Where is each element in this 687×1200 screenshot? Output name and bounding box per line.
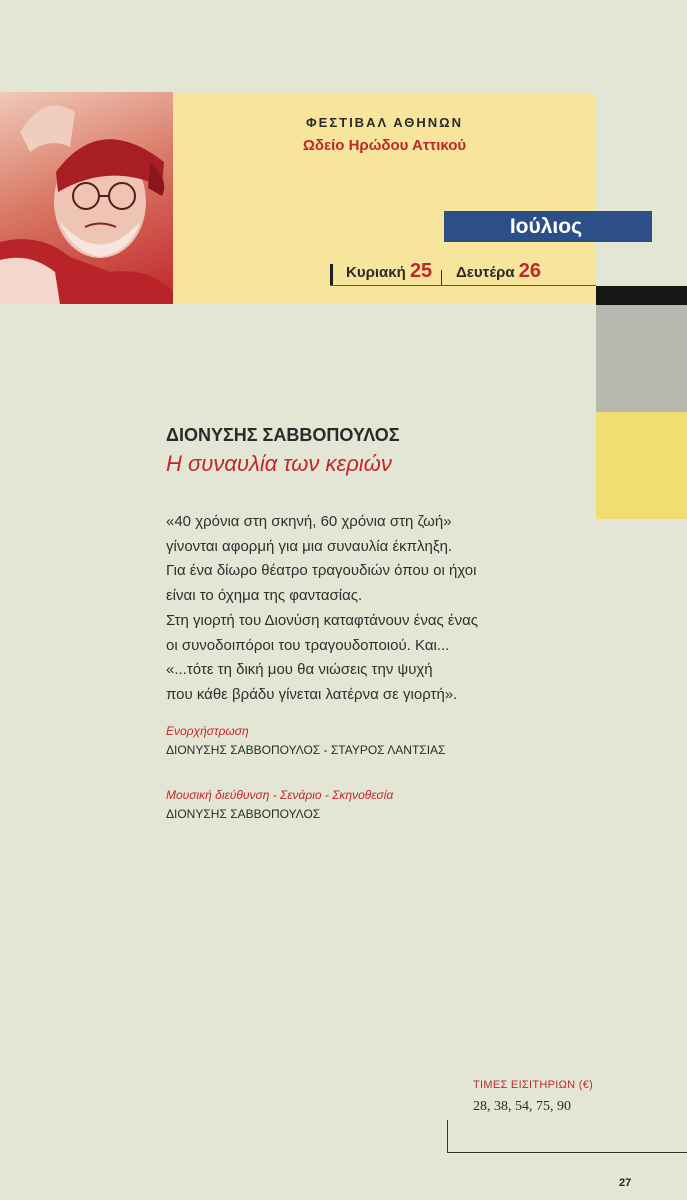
description-line: «...τότε τη δική μου θα νιώσεις την ψυχή (166, 661, 433, 679)
description-line: Στη γιορτή του Διονύση καταφτάνουν ένας ένας (166, 611, 479, 629)
credit-name: ΔΙΟΝΥΣΗΣ ΣΑΒΒΟΠΟΥΛΟΣ (166, 807, 321, 821)
performer-portrait-illustration (0, 92, 173, 304)
venue-name: Ωδείο Ηρώδου Αττικού (302, 137, 467, 154)
ticket-prices-values: 28, 38, 54, 75, 90 (473, 1099, 571, 1114)
date-first-number: 25 (409, 260, 433, 282)
credit-role: Μουσική διεύθυνση - Σενάριο - Σκηνοθεσία (166, 788, 394, 802)
description-line: «40 χρόνια στη σκηνή, 60 χρόνια στη ζωή» (166, 513, 452, 530)
festival-name: ΦΕΣΤΙΒΑΛ ΑΘΗΝΩΝ (305, 115, 463, 130)
decor-yellow-block (596, 412, 687, 519)
show-title: Η συναυλία των κεριών (166, 451, 392, 476)
credit-orchestration (166, 722, 445, 760)
performer-name: ΔΙΟΝΥΣΗΣ ΣΑΒΒΟΠΟΥΛΟΣ (166, 425, 400, 445)
ticket-frame-vertical (447, 1120, 448, 1153)
date-second-number: 26 (518, 260, 542, 282)
date-first-day: Κυριακή (346, 264, 406, 281)
date-marker (330, 264, 333, 286)
date-separator (441, 270, 442, 286)
date-second-day: Δευτέρα (456, 264, 515, 281)
ticket-frame-horizontal (447, 1152, 687, 1153)
date-second (456, 260, 541, 283)
decor-grey-block (596, 305, 687, 412)
credit-name: ΔΙΟΝΥΣΗΣ ΣΑΒΒΟΠΟΥΛΟΣ - ΣΤΑΥΡΟΣ ΛΑΝΤΣΙΑΣ (166, 743, 446, 757)
description-line: που κάθε βράδυ γίνεται λατέρνα σε γιορτή». (166, 685, 458, 703)
month-label: Ιούλιος (444, 211, 652, 242)
dates-underline (330, 285, 596, 286)
ticket-prices (473, 1079, 593, 1115)
page-number: 27 (619, 1177, 632, 1189)
show-description (166, 510, 566, 708)
description-line: οι συνοδοιπόροι του τραγουδοποιού. Και... (166, 636, 450, 654)
description-line: είναι το όχημα της φαντασίας. (166, 587, 363, 605)
description-line: Για ένα δίωρο θέατρο τραγουδιών όπου οι ήχοι (166, 562, 477, 580)
ticket-prices-label: ΤΙΜΕΣ ΕΙΣΙΤΗΡΙΩΝ (€) (473, 1079, 594, 1091)
performer-photo (0, 92, 173, 304)
credit-direction (166, 786, 393, 824)
date-first (346, 260, 432, 283)
description-line: γίνονται αφορμή για μια συναυλία έκπληξη. (166, 537, 453, 555)
decor-black-bar (596, 286, 687, 305)
credit-role: Ενορχήστρωση (166, 724, 249, 738)
